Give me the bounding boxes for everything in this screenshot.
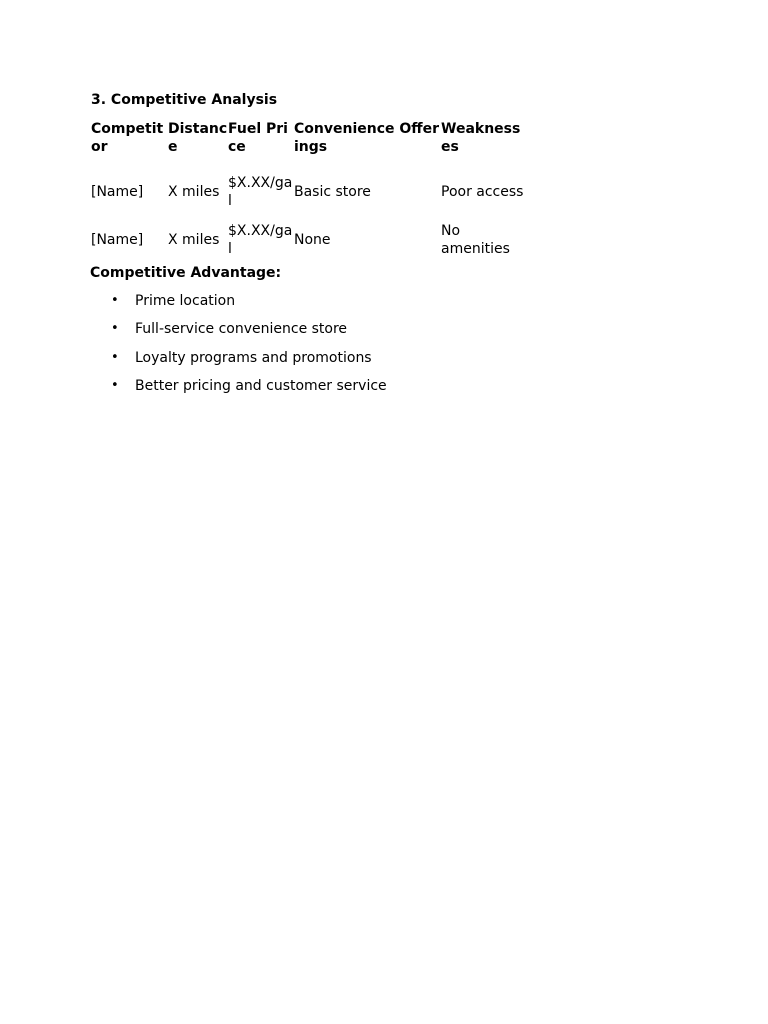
list-item-text: Loyalty programs and promotions	[135, 349, 372, 366]
bullet-icon: •	[111, 349, 119, 365]
table-row	[91, 216, 526, 264]
list-item-text: Full-service convenience store	[135, 321, 348, 338]
header-convenience-offerings: Convenience Offerings	[294, 121, 440, 155]
header-fuel-price: Fuel Price	[228, 121, 288, 155]
section-heading: 3. Competitive Analysis	[91, 92, 278, 108]
cell-weaknesses: Poor access	[441, 184, 524, 200]
bullet-icon: •	[111, 293, 119, 308]
cell-convenience-offerings: None	[294, 232, 331, 248]
competitive-advantage-heading: Competitive Advantage:	[90, 265, 282, 281]
list-item	[107, 377, 387, 405]
list-item	[107, 320, 387, 348]
list-item-text: Better pricing and customer service	[135, 377, 387, 394]
cell-competitor: [Name]	[91, 232, 144, 248]
cell-convenience-offerings: Basic store	[294, 184, 371, 200]
bullet-icon: •	[111, 377, 119, 393]
list-item-text: Prime location	[135, 293, 236, 309]
cell-fuel-price: $X.XX/gal	[228, 175, 293, 209]
cell-weaknesses: No amenities	[441, 223, 510, 257]
cell-distance: X miles	[168, 184, 220, 200]
table-row	[91, 168, 526, 216]
competitor-table	[91, 120, 526, 264]
cell-distance: X miles	[168, 232, 220, 248]
cell-fuel-price: $X.XX/gal	[228, 223, 293, 257]
competitive-advantage-list	[107, 292, 387, 405]
cell-competitor: [Name]	[91, 184, 144, 200]
bullet-icon: •	[111, 321, 119, 337]
list-item	[107, 349, 387, 377]
table-header-row	[91, 120, 526, 168]
list-item	[107, 292, 387, 320]
header-distance: Distance	[168, 121, 228, 155]
header-competitor: Competitor	[91, 121, 164, 155]
header-weaknesses: Weaknesses	[441, 121, 521, 155]
